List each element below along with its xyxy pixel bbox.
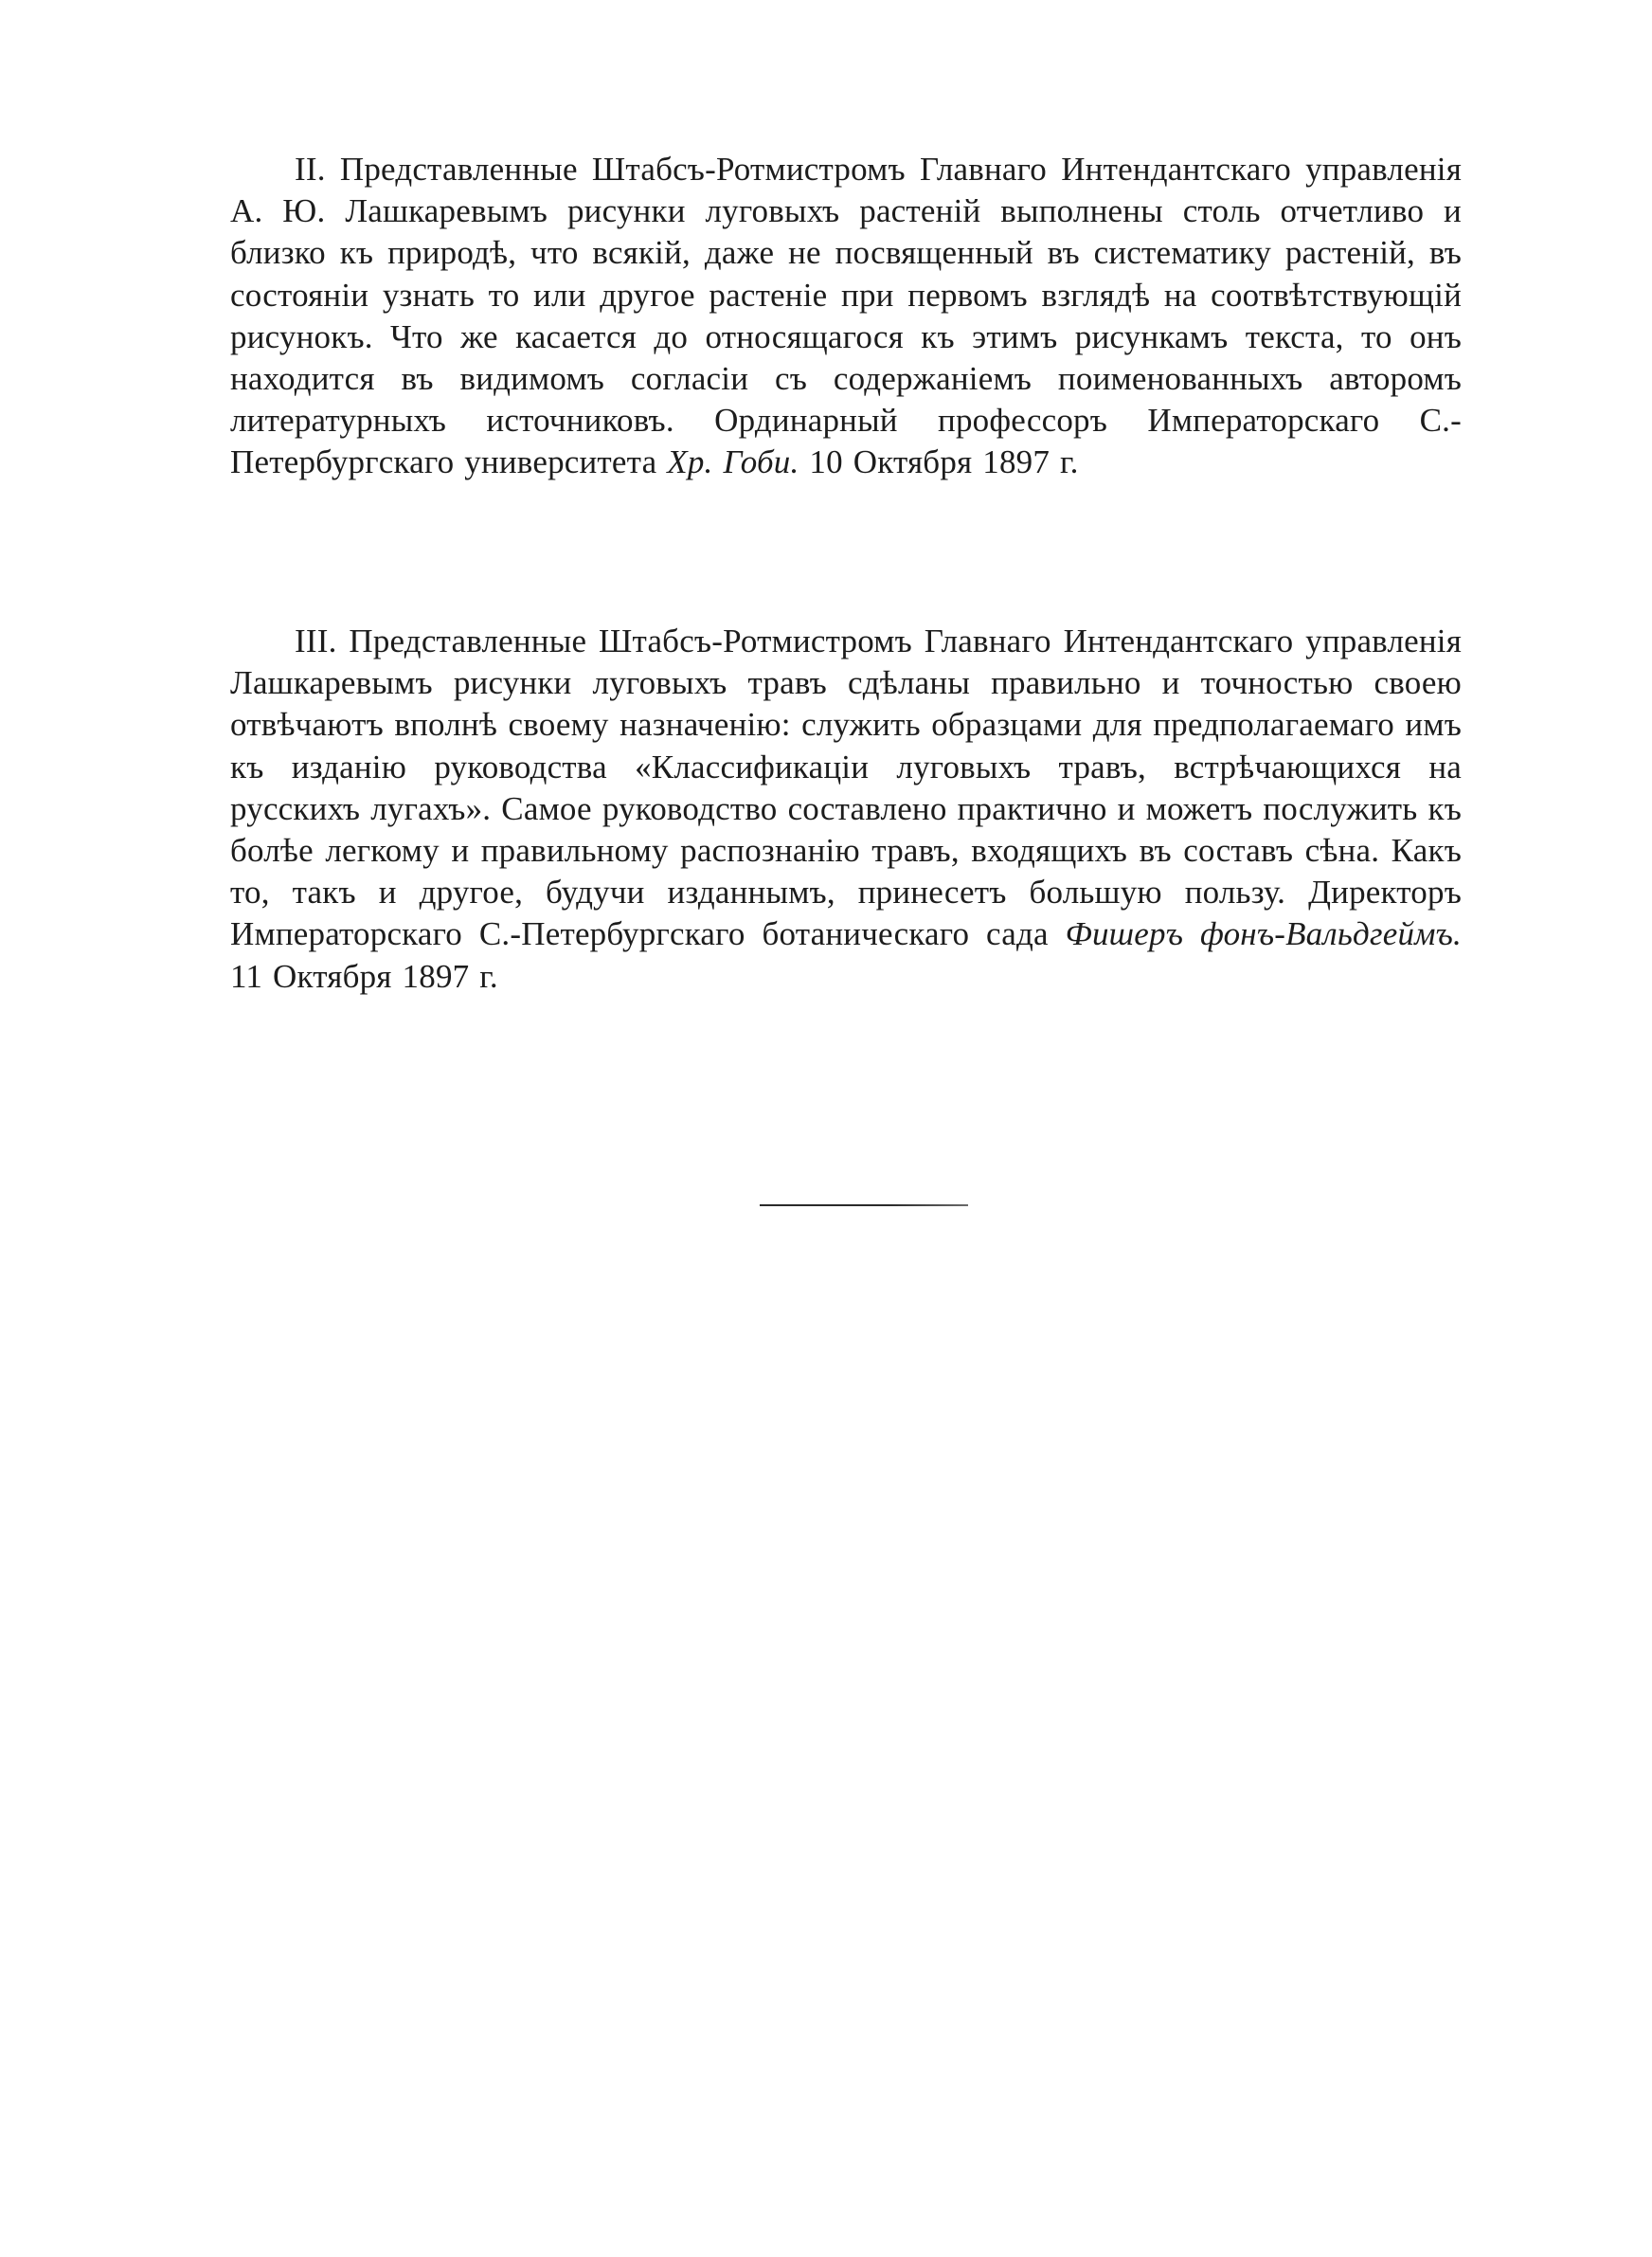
- paragraph-ii-body: II. Представленные Штабсъ-Ротмистромъ Главнаго Интендантскаго управленія А. Ю. Лашкаревымъ рисунки луговыхъ растеній выполнены столь отчетливо и близко къ природѣ, что всякій, даже не посвященный въ систематику растеній, въ состояніи узнать то или другое растеніе при первомъ взглядѣ на соотвѣтствующій рисунокъ. Что же касается до относящагося къ этимъ рисункамъ текста, то онъ находится въ видимомъ согласіи съ содержаніемъ поименованныхъ авторомъ литературныхъ источниковъ. Ординарный профессоръ Императорскаго С.-Петербургскаго университета: [230, 151, 1462, 481]
- paragraph-ii-date: 10 Октября 1897 г.: [809, 443, 1079, 481]
- paragraph-ii: [230, 149, 1462, 484]
- paragraph-iii: [230, 621, 1462, 998]
- paragraph-iii-body: III. Представленные Штабсъ-Ротмистромъ Главнаго Интендантскаго управленія Лашкаревымъ рисунки луговыхъ травъ сдѣланы правильно и точностью своею отвѣчаютъ вполнѣ своему назначенію: служить образцами для предполагаемаго имъ къ изданію руководства «Классификаціи луговыхъ травъ, встрѣчающихся на русскихъ лугахъ». Самое руководство составлено практично и можетъ послужить къ болѣе легкому и правильному распознанію травъ, входящихъ въ составъ сѣна. Какъ то, такъ и другое, будучи изданнымъ, принесетъ большую пользу. Директоръ Императорскаго С.-Петербургскаго ботаническаго сада: [230, 623, 1462, 953]
- closing-rule: [760, 1204, 968, 1206]
- paragraph-ii-signer: Хр. Гоби.: [667, 443, 799, 481]
- paragraph-iii-signer: Фишеръ фонъ-Вальдгеймъ.: [1065, 915, 1462, 953]
- paragraph-iii-date: 11 Октября 1897 г.: [230, 957, 498, 995]
